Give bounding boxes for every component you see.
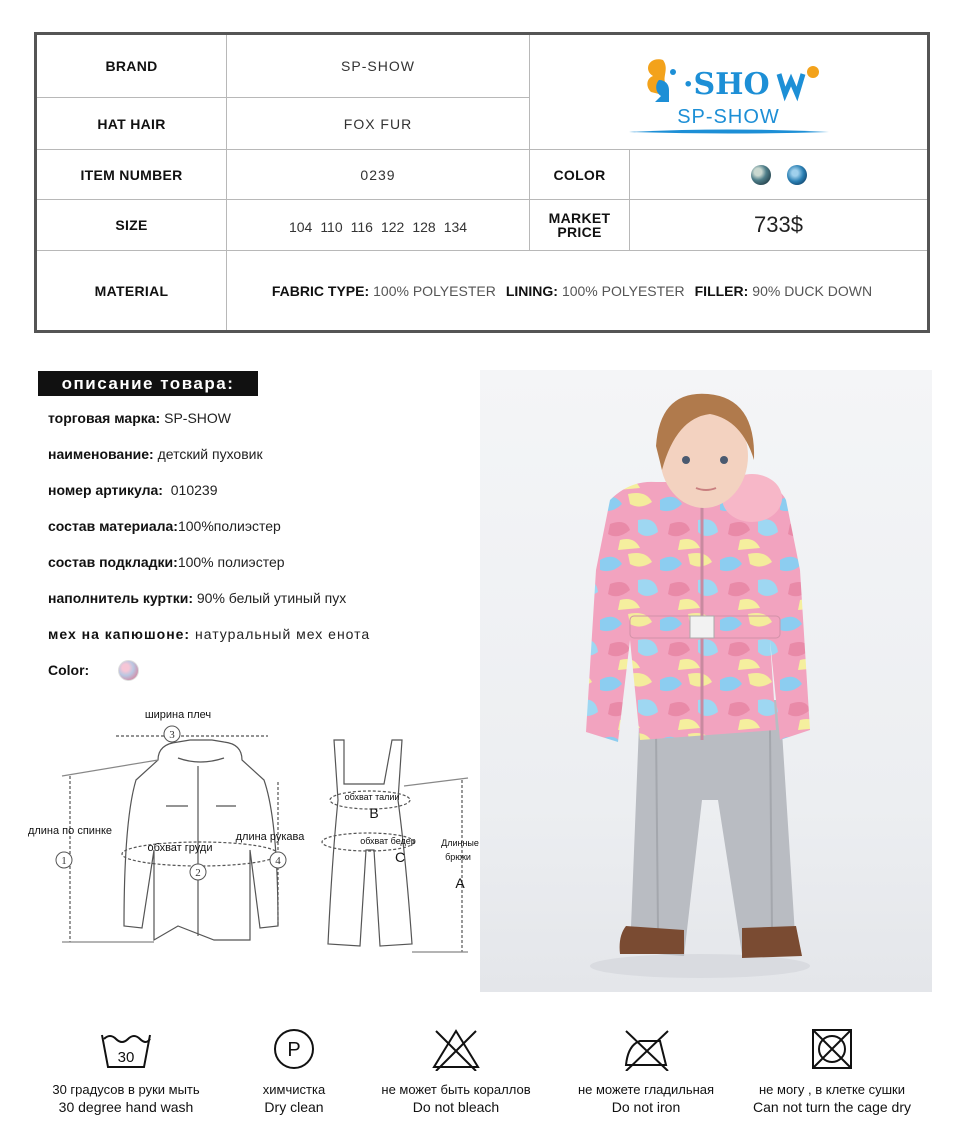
care-ru-text: не могу , в клетке сушки bbox=[758, 1082, 905, 1097]
mark-c: C bbox=[394, 849, 406, 865]
material-label: MATERIAL bbox=[37, 251, 227, 330]
no-iron-icon bbox=[620, 1027, 672, 1071]
wash-temperature: 30 bbox=[117, 1049, 135, 1066]
desc-label: Color: bbox=[48, 662, 90, 678]
mark-a: A bbox=[455, 875, 465, 891]
price-value: 733$ bbox=[630, 200, 927, 251]
logo-swoosh-icon bbox=[629, 129, 829, 135]
item-number-label: ITEM NUMBER bbox=[37, 150, 227, 200]
description-line-fur bbox=[48, 626, 370, 642]
description-line-brand bbox=[48, 410, 231, 426]
fabric-type-value: 100% POLYESTER bbox=[373, 282, 496, 299]
care-ru-text: не может быть кораллов bbox=[381, 1082, 531, 1097]
shoulder-width-label: ширина плеч bbox=[144, 709, 212, 721]
description-line-article bbox=[48, 482, 217, 498]
wash-30-icon bbox=[100, 1029, 152, 1069]
desc-label: номер артикула: bbox=[48, 482, 163, 498]
price-label: PRICE bbox=[557, 224, 602, 240]
color-swatch-1[interactable] bbox=[751, 165, 771, 185]
description-line-color bbox=[48, 662, 89, 678]
care-en-text: Do not bleach bbox=[412, 1099, 500, 1115]
spec-table bbox=[34, 32, 930, 333]
mark-3: 3 bbox=[169, 729, 175, 741]
care-no-bleach bbox=[366, 1020, 546, 1115]
filler-value: 90% DUCK DOWN bbox=[752, 282, 873, 299]
dry-clean-letter: P bbox=[287, 1039, 301, 1061]
brand-value: SP-SHOW bbox=[227, 35, 530, 98]
long-pants-label-1: Длинные bbox=[441, 838, 479, 848]
dry-clean-icon bbox=[272, 1027, 316, 1071]
hat-hair-value: FOX FUR bbox=[227, 98, 530, 150]
filler-label: FILLER: bbox=[694, 282, 749, 299]
desc-value: 100%полиэстер bbox=[177, 518, 281, 534]
size-chart-diagram bbox=[28, 700, 488, 962]
size-value: 128 bbox=[412, 219, 436, 235]
sleeve-length-label: длина рукава bbox=[235, 831, 305, 843]
desc-value: SP-SHOW bbox=[160, 410, 231, 426]
mark-b: B bbox=[369, 805, 379, 821]
care-dry-clean bbox=[204, 1020, 384, 1115]
desc-label: мех на капюшоне: bbox=[48, 626, 191, 642]
squirrel-logo-icon bbox=[629, 50, 829, 110]
size-value: 116 bbox=[350, 219, 373, 235]
description-title: описание товара: bbox=[38, 371, 258, 396]
desc-label: наполнитель куртки: bbox=[48, 590, 193, 606]
care-en-text: Do not iron bbox=[611, 1099, 681, 1115]
lining-value: 100% POLYESTER bbox=[561, 282, 685, 299]
desc-label: состав подкладки: bbox=[48, 554, 178, 570]
size-values bbox=[227, 200, 530, 251]
back-length-label: длина по спинке bbox=[28, 825, 113, 837]
desc-value: 010239 bbox=[162, 482, 218, 498]
item-number-value: 0239 bbox=[227, 150, 530, 200]
desc-value: детский пуховик bbox=[153, 446, 263, 462]
no-bleach-icon bbox=[432, 1027, 480, 1071]
size-value: 104 bbox=[288, 219, 313, 235]
care-en-text: Can not turn the cage dry bbox=[753, 1099, 911, 1115]
desc-value: 100% полиэстер bbox=[177, 554, 285, 570]
waist-label: обхват талии bbox=[344, 792, 400, 802]
long-pants-label-2: брюки bbox=[445, 852, 471, 862]
lining-label: LINING: bbox=[505, 282, 558, 299]
care-ru-text: не можете гладильная bbox=[577, 1082, 715, 1097]
product-photo[interactable] bbox=[480, 370, 932, 992]
description-line-name bbox=[48, 446, 263, 462]
care-ru-text: химчистка bbox=[262, 1082, 326, 1097]
desc-value: натуральный мех енота bbox=[190, 626, 371, 642]
logo-text: SP-SHOW bbox=[677, 105, 780, 128]
child-in-snowsuit-image bbox=[480, 370, 932, 992]
size-value: 134 bbox=[443, 219, 468, 235]
hat-hair-label: HAT HAIR bbox=[37, 98, 227, 150]
market-price-label bbox=[530, 200, 630, 251]
color-swatches bbox=[630, 150, 927, 200]
description-line-lining bbox=[48, 554, 285, 570]
color-swatch-pink[interactable] bbox=[118, 660, 139, 681]
size-value: 110 bbox=[320, 219, 343, 235]
color-label: COLOR bbox=[530, 150, 630, 200]
svg-text:·SHO: ·SHO bbox=[682, 66, 770, 102]
mark-1: 1 bbox=[61, 855, 67, 867]
brand-logo bbox=[530, 35, 927, 150]
care-en-text: Dry clean bbox=[264, 1099, 324, 1115]
size-value: 122 bbox=[380, 219, 405, 235]
material-details bbox=[227, 251, 927, 330]
desc-label: торговая марка: bbox=[48, 410, 161, 426]
fabric-type-label: FABRIC TYPE: bbox=[271, 282, 370, 299]
size-label: SIZE bbox=[37, 200, 227, 251]
care-en-text: 30 degree hand wash bbox=[58, 1099, 194, 1115]
desc-value: 90% белый утиный пух bbox=[193, 590, 347, 606]
care-no-iron bbox=[556, 1020, 736, 1115]
brand-label: BRAND bbox=[37, 35, 227, 98]
mark-2: 2 bbox=[195, 867, 201, 879]
desc-label: состав материала: bbox=[48, 518, 178, 534]
desc-label: наименование: bbox=[48, 446, 154, 462]
care-ru-text: 30 градусов в руки мыть bbox=[52, 1082, 200, 1097]
care-hand-wash bbox=[36, 1020, 216, 1115]
chest-label: обхват груди bbox=[147, 842, 213, 854]
description-line-filler bbox=[48, 590, 346, 606]
description-line-material bbox=[48, 518, 281, 534]
care-no-tumble-dry bbox=[742, 1020, 922, 1115]
market-label: MARKET bbox=[548, 210, 611, 226]
color-swatch-2[interactable] bbox=[787, 165, 807, 185]
mark-4: 4 bbox=[275, 855, 281, 867]
hip-label: обхват бедер bbox=[360, 836, 416, 846]
no-tumble-dry-icon bbox=[810, 1027, 854, 1071]
